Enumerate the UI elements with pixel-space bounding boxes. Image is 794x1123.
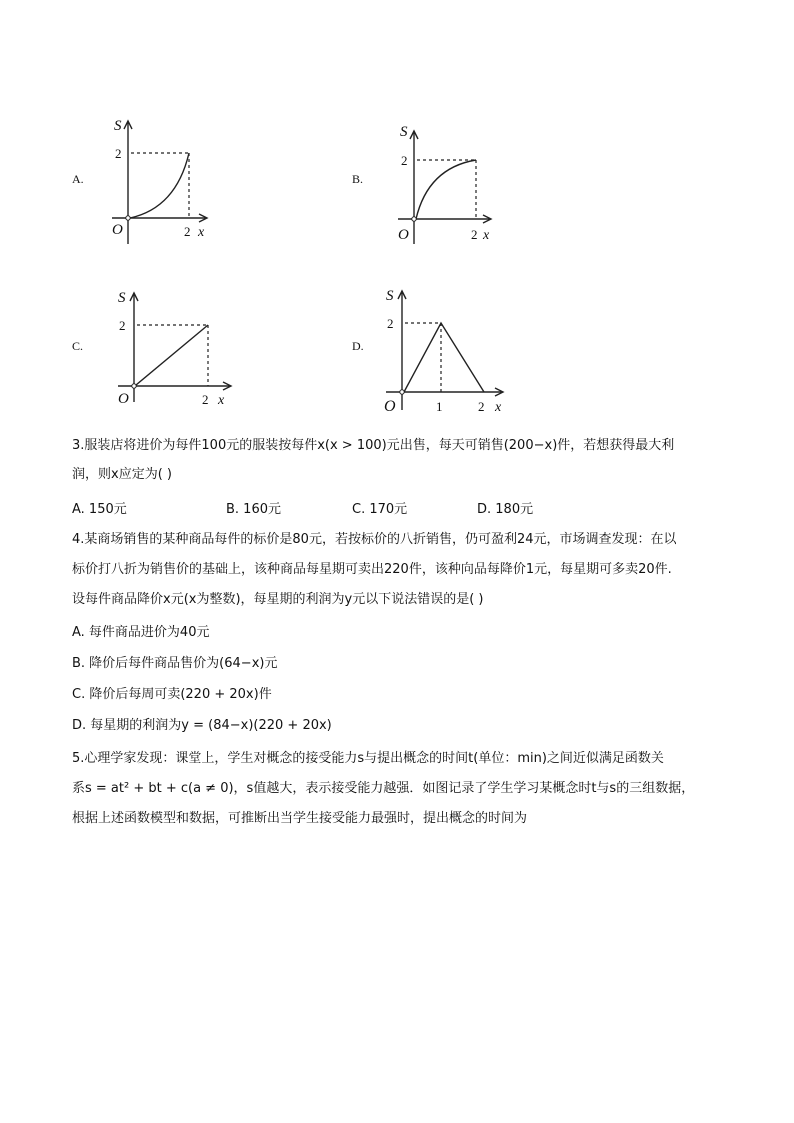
q5-line2: 系s = at² + bt + c(a ≠ 0)，s值越大，表示接受能力越强．如图记录了学生学习某概念时t与s的三组数据， bbox=[72, 781, 695, 796]
origin-dot bbox=[412, 217, 416, 221]
x-axis-label: x bbox=[483, 228, 490, 243]
q4-option-c[interactable]: C. 降价后每周可卖(220 + 20x)件 bbox=[72, 687, 272, 702]
x-tick-2: 2 bbox=[478, 399, 485, 414]
y-tick-2: 2 bbox=[119, 318, 126, 333]
graph-b bbox=[390, 118, 500, 253]
q5-line3: 根据上述函数模型和数据，可推断出当学生接受能力最强时，提出概念的时间为 bbox=[72, 811, 528, 826]
x-axis-label: x bbox=[198, 225, 205, 240]
s-axis-label: S bbox=[400, 124, 408, 140]
q4-line1: 4.某商场销售的某种商品每件的标价是80元，若按标价的八折销售，仍可盈利24元，市场调查发现：在以 bbox=[72, 532, 677, 547]
option-a-label: A. bbox=[72, 172, 84, 186]
q4-option-d[interactable]: D. 每星期的利润为y = (84−x)(220 + 20x) bbox=[72, 718, 332, 733]
s-axis-label: S bbox=[386, 288, 394, 304]
y-tick-2: 2 bbox=[387, 316, 394, 331]
q4-line2: 标价打八折为销售价的基础上，该种商品每星期可卖出220件，该种向品每降价1元，每星期可多卖20件. bbox=[72, 562, 672, 577]
x-axis-label: x bbox=[495, 400, 502, 415]
option-c-label: C. bbox=[72, 339, 84, 353]
origin-label: O bbox=[398, 227, 409, 243]
origin-dot bbox=[400, 390, 404, 394]
origin-dot bbox=[132, 384, 136, 388]
x-axis-label: x bbox=[218, 393, 225, 408]
q3-choice-d[interactable]: D. 180元 bbox=[477, 502, 534, 517]
graph-a bbox=[104, 112, 214, 247]
line-c bbox=[136, 325, 208, 385]
x-tick-1: 1 bbox=[436, 399, 443, 414]
x-tick-2: 2 bbox=[184, 224, 191, 239]
y-tick-2: 2 bbox=[115, 146, 122, 161]
origin-label: O bbox=[384, 398, 396, 415]
q3-choice-a[interactable]: A. 150元 bbox=[72, 502, 127, 517]
triangle-d bbox=[404, 323, 484, 392]
s-axis-label: S bbox=[118, 290, 126, 306]
origin-dot bbox=[126, 216, 130, 220]
origin-label: O bbox=[112, 222, 123, 238]
graph-c bbox=[110, 284, 235, 409]
q3-choice-b[interactable]: B. 160元 bbox=[226, 502, 281, 517]
graph-d bbox=[378, 282, 513, 417]
q4-option-a[interactable]: A. 每件商品进价为40元 bbox=[72, 625, 210, 640]
option-d-label: D. bbox=[352, 339, 364, 353]
q5-line1: 5.心理学家发现：课堂上，学生对概念的接受能力s与提出概念的时间t(单位：min)之间近似满足函数关 bbox=[72, 751, 664, 766]
option-b-label: B. bbox=[352, 172, 364, 186]
q4-option-b[interactable]: B. 降价后每件商品售价为(64−x)元 bbox=[72, 656, 278, 671]
q3-line2: 润，则x应定为( ) bbox=[72, 467, 172, 482]
q3-line1: 3.服装店将进价为每件100元的服装按每件x(x > 100)元出售，每天可销售(200−x)件，若想获得最大利 bbox=[72, 438, 675, 453]
q3-choice-c[interactable]: C. 170元 bbox=[352, 502, 408, 517]
y-tick-2: 2 bbox=[401, 153, 408, 168]
x-tick-2: 2 bbox=[202, 392, 209, 407]
s-axis-label: S bbox=[114, 118, 122, 134]
origin-label: O bbox=[118, 391, 129, 407]
q4-line3: 设每件商品降价x元(x为整数)，每星期的利润为y元以下说法错误的是( ) bbox=[72, 592, 484, 607]
curve-a bbox=[130, 153, 189, 218]
x-tick-2: 2 bbox=[471, 227, 478, 242]
curve-b bbox=[416, 160, 476, 219]
